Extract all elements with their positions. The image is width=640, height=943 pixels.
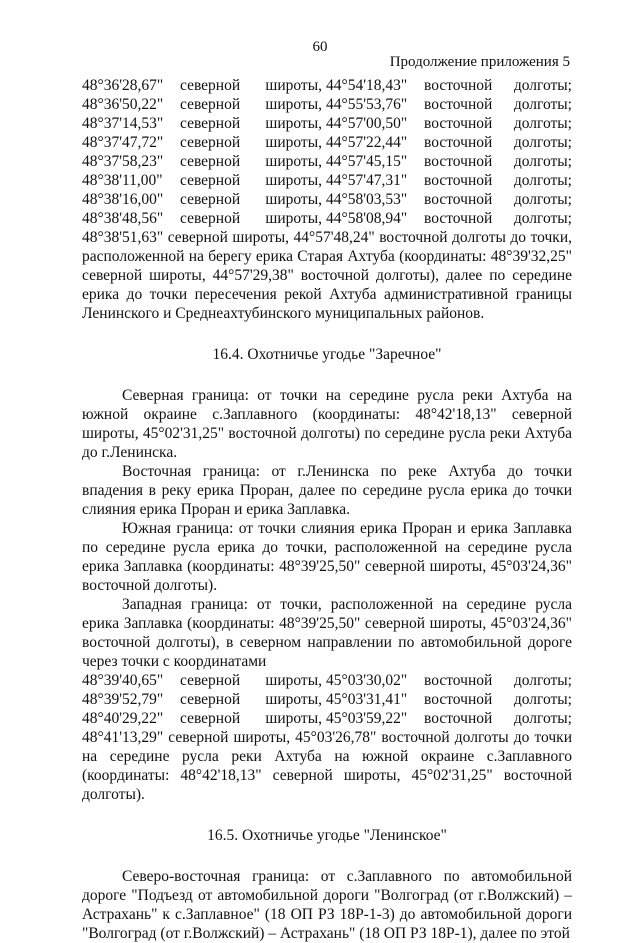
section-heading-16-4: 16.4. Охотничье угодье "Заречное" <box>212 346 442 363</box>
coordinates-list-west <box>82 671 572 728</box>
coordinate-row <box>82 152 572 171</box>
coordinate-cell: широты, <box>265 115 322 132</box>
coordinate-cell: широты, <box>265 210 322 227</box>
coordinate-row <box>82 171 572 190</box>
paragraph-south-boundary: Южная граница: от точки слияния ерика Проран и ерика Заплавка по середине русла ерика до точки, расположенной на середине русла ерика Заплавка (координаты: 48°39'25,50" северной широты, 45°03'24,36" восточной долготы). <box>82 520 572 594</box>
coordinate-cell: 44°57'00,50" <box>326 115 408 132</box>
coordinate-cell: восточной <box>424 672 493 689</box>
paragraph-east-boundary: Восточная граница: от г.Ленинска по реке Ахтуба до точки впадения в реку ерика Проран, далее по середине русла ерика до точки слияния ерика Проран и ерика Заплавка. <box>82 463 572 518</box>
coordinate-cell: долготы; <box>513 96 572 113</box>
coordinate-cell: восточной <box>424 134 493 151</box>
coordinate-cell: восточной <box>424 153 493 170</box>
paragraph-northeast-boundary: Северо-восточная граница: от с.Заплавного по автомобильной дороге "Подъезд от автомобильной дороги "Волгоград (от г.Волжский) – Астрахань" к с.Заплавное" (18 ОП РЗ 18Р-1-3) до автомобильной дороги "Волгоград (от г.Волжский) – Астрахань" (18 ОП РЗ 18Р-1), далее по этой <box>82 868 572 942</box>
coordinate-cell: 44°55'53,76" <box>326 96 408 113</box>
coordinate-cell: широты, <box>265 691 322 708</box>
coordinate-row <box>82 709 572 728</box>
coordinate-cell: долготы; <box>513 134 572 151</box>
coordinate-cell: долготы; <box>513 691 572 708</box>
coordinate-cell: долготы; <box>513 115 572 132</box>
paragraph-west-boundary: Западная граница: от точки, расположенной на середине русла ерика Заплавка (координаты: 48°39'25,50" северной широты, 45°03'24,36" восточной долготы), в северном направлении по автомобильной дороге через точки с координатами <box>82 596 572 670</box>
coordinate-row <box>82 133 572 152</box>
coordinate-cell: 45°03'31,41" <box>326 691 408 708</box>
coordinate-cell: 48°37'58,23" <box>82 153 164 170</box>
coordinate-cell: 48°38'11,00" <box>82 172 163 189</box>
coordinate-cell: северной <box>180 134 241 151</box>
coordinate-row <box>82 209 572 228</box>
coordinate-cell: долготы; <box>513 153 572 170</box>
coordinate-cell: северной <box>180 153 241 170</box>
coordinate-cell: долготы; <box>513 210 572 227</box>
coordinate-cell: 44°57'45,15" <box>326 153 408 170</box>
coordinate-cell: широты, <box>265 77 322 94</box>
coordinate-cell: широты, <box>265 672 322 689</box>
coordinate-row <box>82 114 572 133</box>
coordinate-cell: долготы; <box>513 710 572 727</box>
coordinate-row <box>82 76 572 95</box>
coordinate-cell: 48°36'28,67" <box>82 77 164 94</box>
coordinate-cell: 48°38'16,00" <box>82 191 164 208</box>
coordinate-cell: восточной <box>424 115 493 132</box>
coordinate-cell: долготы; <box>513 191 572 208</box>
coordinate-cell: широты, <box>265 134 322 151</box>
coordinate-cell: северной <box>180 172 241 189</box>
coordinate-cell: 44°58'08,94" <box>326 210 408 227</box>
coordinate-cell: 48°40'29,22" <box>82 710 164 727</box>
coordinate-cell: 48°39'52,79" <box>82 691 164 708</box>
coordinate-cell: 44°54'18,43" <box>326 77 408 94</box>
section-heading-16-5: 16.5. Охотничье угодье "Ленинское" <box>207 827 447 844</box>
coordinate-cell: долготы; <box>513 672 572 689</box>
coordinate-cell: долготы; <box>513 172 572 189</box>
coordinate-cell: широты, <box>265 172 322 189</box>
coordinate-cell: северной <box>180 115 241 132</box>
coordinate-cell: 45°03'59,22" <box>326 710 408 727</box>
paragraph-north-boundary: Северная граница: от точки на середине русла реки Ахтуба на южной окраине с.Заплавного (координаты: 48°42'18,13" северной широты, 45°02'31,25" восточной долготы) по середине русла реки Ахтуба до г.Ленинска. <box>82 387 572 461</box>
page-number: 60 <box>312 39 328 55</box>
coordinate-cell: 48°37'14,53" <box>82 115 164 132</box>
coordinate-cell: северной <box>180 191 241 208</box>
coordinate-cell: восточной <box>424 96 493 113</box>
document-body <box>82 76 572 943</box>
coordinate-row <box>82 671 572 690</box>
coordinate-cell: широты, <box>265 191 322 208</box>
coordinate-cell: восточной <box>424 210 493 227</box>
coordinate-cell: 48°37'47,72" <box>82 134 164 151</box>
coordinate-cell: 44°57'47,31" <box>326 172 408 189</box>
coordinate-cell: широты, <box>265 96 322 113</box>
paragraph-top-end: 48°38'51,63" северной широты, 44°57'48,24" восточной долготы до точки, расположенной на берегу ерика Старая Ахтуба (координаты: 48°39'32,25" северной широты, 44°57'29,38" восточной долготы), далее по середине ерика до точки пересечения рекой Ахтуба административной границы Ленинского и Среднеахтубинского муниципальных районов. <box>82 229 572 322</box>
coordinate-row <box>82 190 572 209</box>
coordinate-cell: широты, <box>265 710 322 727</box>
appendix-note: Продолжение приложения 5 <box>389 54 570 70</box>
coordinate-cell: восточной <box>424 172 493 189</box>
paragraph-west-boundary-end: 48°41'13,29" северной широты, 45°03'26,78" восточной долготы до точки на середине русла реки Ахтуба на южной окраине с.Заплавного (координаты: 48°42'18,13" северной широты, 45°02'31,25" восточной долготы). <box>82 729 572 803</box>
coordinate-cell: широты, <box>265 153 322 170</box>
coordinate-row <box>82 95 572 114</box>
coordinate-row <box>82 690 572 709</box>
coordinate-cell: 48°36'50,22" <box>82 96 164 113</box>
coordinate-cell: восточной <box>424 710 493 727</box>
coordinate-cell: северной <box>180 210 241 227</box>
coordinate-cell: 44°57'22,44" <box>326 134 408 151</box>
coordinate-cell: восточной <box>424 691 493 708</box>
coordinate-cell: долготы; <box>513 77 572 94</box>
coordinate-cell: восточной <box>424 191 493 208</box>
coordinate-cell: северной <box>180 77 241 94</box>
coordinate-cell: восточной <box>424 77 493 94</box>
coordinate-cell: 44°58'03,53" <box>326 191 408 208</box>
coordinate-cell: северной <box>180 672 241 689</box>
coordinate-cell: 48°38'48,56" <box>82 210 164 227</box>
coordinates-list-top <box>82 76 572 228</box>
coordinate-cell: северной <box>180 96 241 113</box>
coordinate-cell: северной <box>180 710 241 727</box>
coordinate-cell: северной <box>180 691 241 708</box>
coordinate-cell: 45°03'30,02" <box>326 672 408 689</box>
coordinate-cell: 48°39'40,65" <box>82 672 164 689</box>
